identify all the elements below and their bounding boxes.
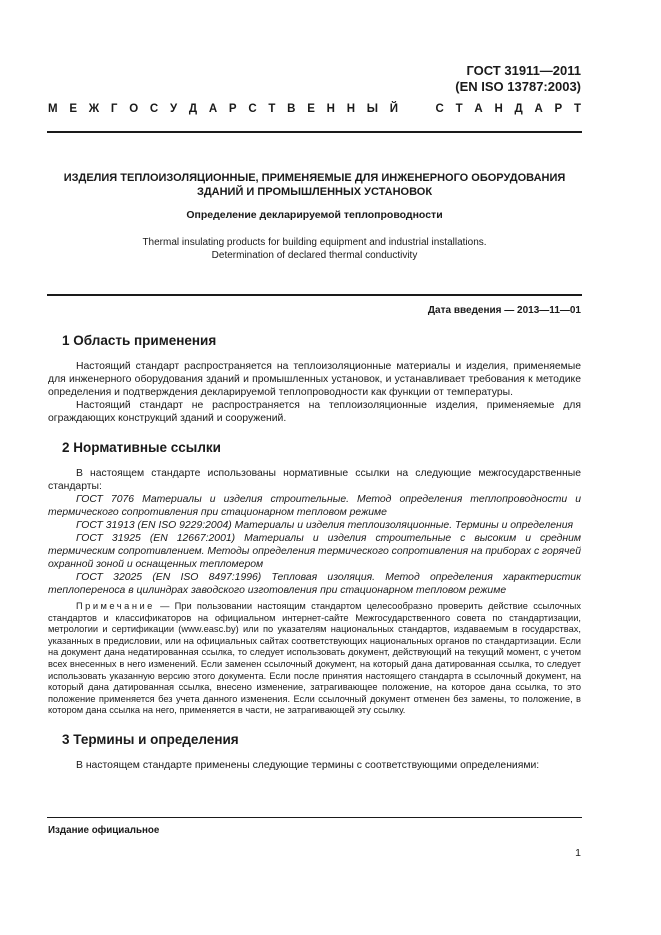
heading-letter: Й bbox=[389, 103, 399, 115]
normative-reference: ГОСТ 7076 Материалы и изделия строительные. Метод определения теплопроводности и термического сопротивления при стационарном тепловом режиме bbox=[48, 494, 581, 518]
normative-reference: ГОСТ 32025 (EN ISO 8497:1996) Тепловая изоляция. Метод определения характеристик теплопереноса в цилиндрах заводского изготовления при стационарном тепловом режиме bbox=[48, 572, 581, 596]
heading-letter: Е bbox=[69, 103, 78, 115]
heading-letter: Т bbox=[455, 103, 463, 115]
heading-letter: А bbox=[474, 103, 483, 115]
heading-letter: Н bbox=[346, 103, 356, 115]
heading-letter: Р bbox=[554, 103, 563, 115]
title-rule bbox=[47, 294, 582, 296]
reference-note bbox=[48, 601, 581, 717]
heading-letter: О bbox=[129, 103, 139, 115]
heading-letter: Е bbox=[307, 103, 315, 115]
heading-letter: У bbox=[169, 103, 178, 115]
heading-letter: В bbox=[287, 103, 296, 115]
section-3-heading: 3 Термины и определения bbox=[62, 731, 239, 747]
heading-letter: М bbox=[48, 103, 58, 115]
note-label: Примечание bbox=[76, 601, 155, 611]
section-1-paragraph-2: Настоящий стандарт не распространяется на теплоизоляционные изделия, применяемые для ограждающих конструкций зданий и сооружений. bbox=[48, 400, 581, 424]
english-title-line-1: Thermal insulating products for building equipment and industrial installations. bbox=[142, 237, 487, 248]
english-title-line-2: Determination of declared thermal conductivity bbox=[211, 250, 418, 261]
section-1-paragraph-1: Настоящий стандарт распространяется на теплоизоляционные материалы и изделия, применяемые для инженерного оборудования зданий и промышленных установок, и устанавливает требования к методике определения и подтверждения декларируемой теплопроводности как функции от температуры. bbox=[48, 361, 581, 398]
section-1-heading: 1 Область применения bbox=[62, 333, 217, 348]
heading-letter: Т bbox=[268, 103, 276, 115]
section-2-intro: В настоящем стандарте использованы нормативные ссылки на следующие межгосударственные стандарты: bbox=[48, 468, 581, 492]
heading-letter: Т bbox=[573, 103, 581, 115]
header-rule bbox=[47, 131, 582, 133]
heading-letter: С bbox=[248, 103, 257, 115]
document-body bbox=[48, 332, 581, 772]
gost-code-block bbox=[455, 63, 581, 95]
normative-reference: ГОСТ 31925 (EN 12667:2001) Материалы и изделия строительные с высоким и средним термическим сопротивлением. Методы определения термического сопротивления на приборах с горячей охранной зоной и оснащенных тепломером bbox=[48, 533, 581, 570]
heading-word-gap bbox=[410, 103, 424, 115]
heading-letter: А bbox=[208, 103, 218, 115]
section-3-intro: В настоящем стандарте применены следующие термины с соответствующими определениями: bbox=[76, 759, 540, 771]
heading-letter: Д bbox=[514, 103, 523, 115]
heading-letter: Р bbox=[228, 103, 237, 115]
iso-number: (EN ISO 13787:2003) bbox=[455, 79, 581, 94]
heading-letter: С bbox=[149, 103, 159, 115]
page-number: 1 bbox=[575, 847, 581, 859]
title-line-2: ЗДАНИЙ И ПРОМЫШЛЕННЫХ УСТАНОВОК bbox=[196, 186, 433, 198]
english-title bbox=[60, 236, 569, 262]
heading-letter: Н bbox=[326, 103, 335, 115]
heading-letter: Ы bbox=[366, 103, 379, 115]
heading-letter: Г bbox=[110, 103, 118, 115]
heading-letter: Д bbox=[188, 103, 198, 115]
standard-type-heading bbox=[48, 103, 581, 115]
introduction-date: Дата введения — 2013—11—01 bbox=[427, 305, 581, 316]
gost-number: ГОСТ 31911—2011 bbox=[466, 63, 581, 78]
heading-letter: Н bbox=[494, 103, 503, 115]
heading-letter: Ж bbox=[88, 103, 100, 115]
document-subtitle: Определение декларируемой теплопроводности bbox=[186, 209, 443, 221]
document-title bbox=[60, 171, 569, 199]
heading-letter: А bbox=[534, 103, 543, 115]
title-line-1: ИЗДЕЛИЯ ТЕПЛОИЗОЛЯЦИОННЫЕ, ПРИМЕНЯЕМЫЕ ДЛЯ ИНЖЕНЕРНОГО ОБОРУДОВАНИЯ bbox=[63, 172, 566, 184]
footer-rule bbox=[47, 817, 582, 818]
section-2-heading: 2 Нормативные ссылки bbox=[62, 440, 221, 455]
note-text: — При пользовании настоящим стандартом целесообразно проверить действие ссылочных стандартов и классификаторов на официальном интернет-сайте Межгосударственного совета по стандартизации, метрологии и сертификации (www.easc.by) или по указателям национальных стандартов, издаваемым в государствах, указанных в предисловии, или на официальных сайтах соответствующих национальных органов по стандартизации. Если на документ дана недатированная ссылка, то следует использовать документ, действующий на текущий момент, с учетом всех внесенных в него изменений. Если заменен ссылочный документ, на который дана датированная ссылка, то следует использовать указанную версию этого документа. Если после принятия настоящего стандарта в ссылочный документ, на который дана датированная ссылка, внесено изменение, затрагивающее положение, на которое дана ссылка, то это положение применяется без учета данного изменения. Если ссылочный документ отменен без замены, то положение, в котором дана ссылка на него, применяется в части, не затрагивающей эту ссылку. bbox=[48, 601, 581, 716]
official-edition-label: Издание официальное bbox=[48, 825, 160, 836]
heading-letter: С bbox=[435, 103, 444, 115]
normative-reference: ГОСТ 31913 (EN ISO 9229:2004) Материалы и изделия теплоизоляционные. Термины и определения bbox=[76, 520, 574, 531]
